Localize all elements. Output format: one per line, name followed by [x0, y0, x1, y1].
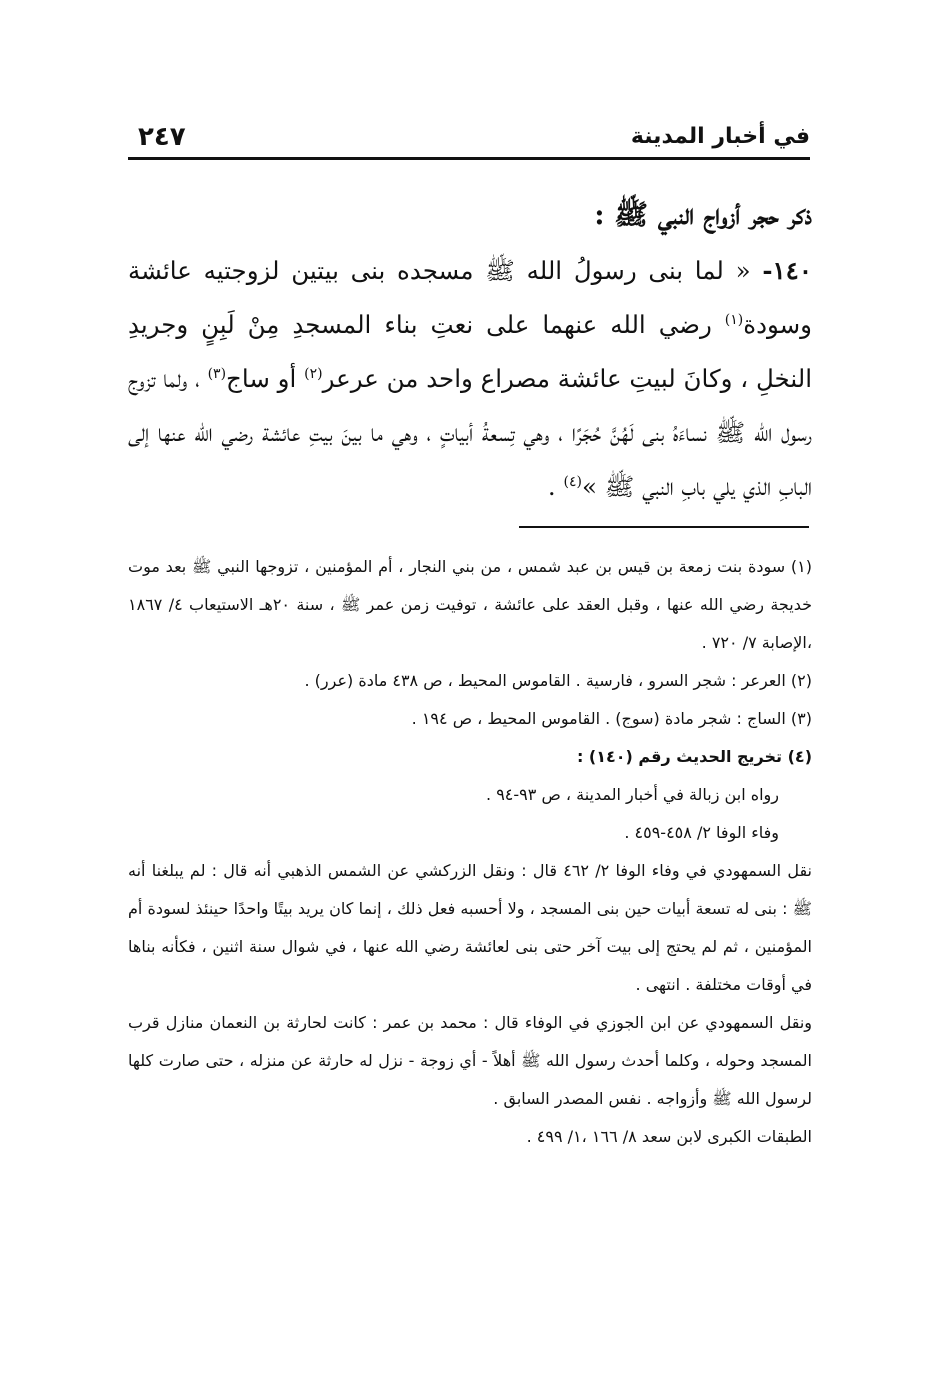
footnote-4-ref-1: رواه ابن زبالة في أخبار المدينة ، ص ٩٣-٩٤ . — [486, 785, 779, 804]
footnote-marker-1: (١) — [724, 311, 744, 328]
paragraph-text-4: ، ولما تزوج رسول الله ﷺ نساءَهُ بنى لَهُنَّ حُجَرًا ، وهي تِسعةُ أبياتٍ ، وهي ما بينَ بيتِ عائشة رضي الله عنها إلى البابِ الذي يلي بابِ النبي ﷺ » — [128, 364, 812, 501]
footnote-marker-4: (٤) — [563, 473, 582, 490]
footnote-marker-2: (٢) — [304, 365, 323, 382]
footnote-4-ref-3: الطبقات الكبرى لابن سعد ٨/ ١٦٦ ،١/ ٤٩٩ . — [526, 1127, 812, 1146]
paragraph-text-3: أو ساج — [226, 364, 305, 393]
section-heading: ذكر حجر أزواج النبي ﷺ : — [594, 198, 812, 231]
paragraph-text-2: رضي الله عنهما على نعتِ بناء المسجدِ مِنْ لَبِنٍ وجريدِ النخلِ ، وكانَ لبيتِ عائشة مصراع واحد من عرعر — [128, 310, 813, 393]
paragraph-end: . — [547, 472, 564, 501]
hadith-paragraph — [128, 244, 812, 514]
main-section — [128, 190, 812, 514]
paragraph-text-1: « لما بنى رسولُ الله ﷺ مسجده بنى بيتين لزوجتيه عائشة وسودة — [128, 256, 812, 339]
footnotes — [128, 548, 812, 1156]
footnote-2: (٢) العرعر : شجر السرو ، فارسية . القاموس المحيط ، ص ٤٣٨ مادة (عرر) . — [304, 671, 812, 690]
footnote-divider — [519, 526, 809, 528]
footnote-4-paragraph-2: ونقل السمهودي عن ابن الجوزي في الوفاء قال : محمد بن عمر : كانت لحارثة بن النعمان منازل قرب المسجد وحوله ، وكلما أحدث رسول الله ﷺ أهلاً - أي زوجة - نزل له حارثة عن منزله ، حتى صارت كلها لرسول الله ﷺ وأزواجه . نفس المصدر السابق . — [128, 1013, 812, 1108]
header-divider — [128, 157, 810, 160]
footnote-3: (٣) الساج : شجر مادة (سوج) . القاموس المحيط ، ص ١٩٤ . — [411, 709, 812, 728]
footnote-4-ref-2: وفاء الوفا ٢/ ٤٥٨-٤٥٩ . — [624, 823, 779, 842]
footnote-marker-3: (٣) — [207, 365, 227, 382]
footnote-1: (١) سودة بنت زمعة بن قيس بن عبد شمس ، من بني النجار ، أم المؤمنين ، تزوجها النبي ﷺ بعد موت خديجة رضي الله عنها ، وقبل العقد على عائشة ، توفيت زمن عمر ﷺ ، سنة ٢٠هـ الاستيعاب ٤/ ١٨٦٧ ،الإصابة ٧/ ٧٢٠ . — [128, 557, 812, 652]
page-header — [128, 120, 810, 160]
page-number: ٢٤٧ — [138, 122, 186, 152]
footnote-4-paragraph-1: نقل السمهودي في وفاء الوفا ٢/ ٤٦٢ قال : ونقل الزركشي عن الشمس الذهبي أنه قال : لم يبلغنا أنه ﷺ : بنى له تسعة أبيات حين بنى المسجد ، ولا أحسبه فعل ذلك ، إنما كان يريد بيتًا واحدًا حينئذ لسودة أم المؤمنين ، ثم لم يحتج إلى بيت آخر حتى بنى لعائشة رضي الله عنها ، في شوال سنة اثنين ، فكأنه بناها في أوقات مختلفة . انتهى . — [128, 861, 813, 994]
running-title: في أخبار المدينة — [630, 124, 810, 149]
footnote-4-title: (٤) تخريج الحديث رقم (١٤٠) : — [576, 747, 812, 766]
paragraph-number: ١٤٠- — [762, 256, 812, 285]
